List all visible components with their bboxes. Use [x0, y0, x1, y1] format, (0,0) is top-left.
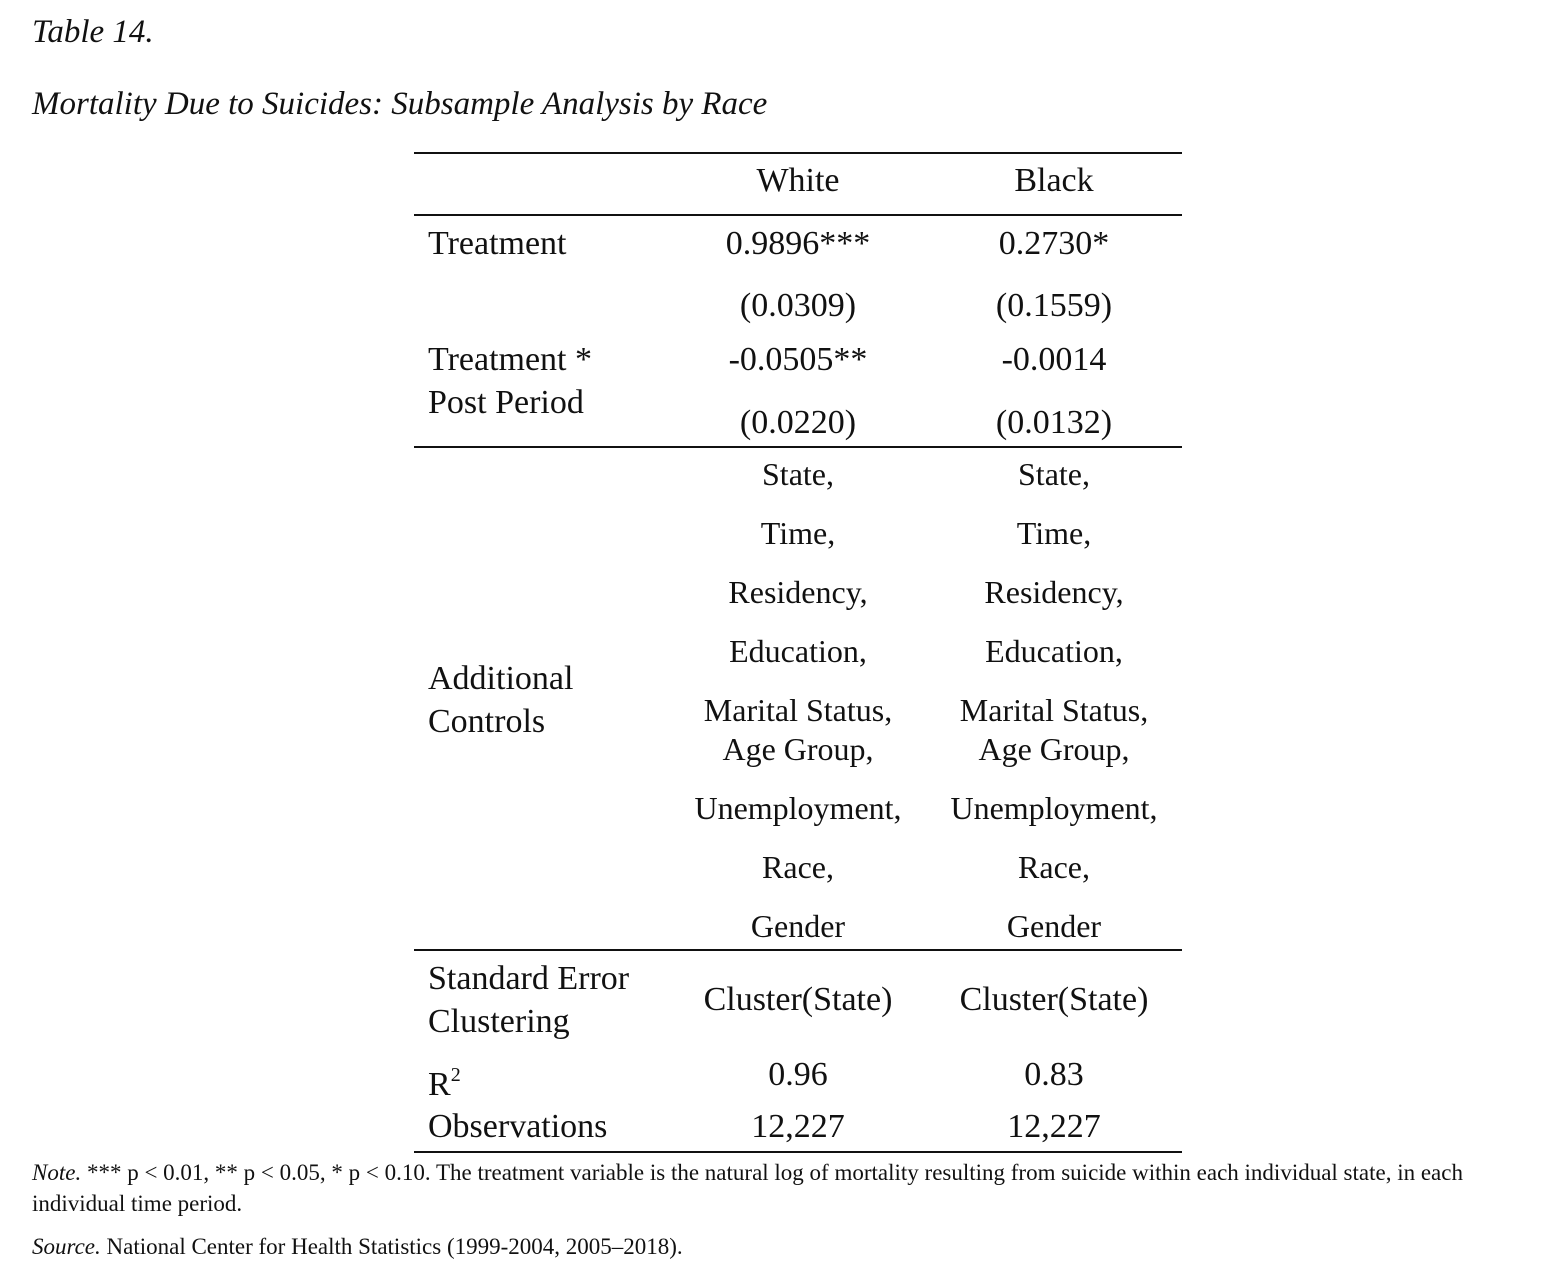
controls-black-item: Residency, — [984, 574, 1124, 610]
row-label-controls-line1: Additional — [428, 660, 574, 697]
row-label-clustering-line1: Standard Error — [428, 960, 630, 997]
controls-black-item: Marital Status, — [959, 692, 1149, 728]
observations-black: 12,227 — [1007, 1108, 1101, 1145]
table-title: Mortality Due to Suicides: Subsample Analysis by Race — [32, 86, 768, 122]
controls-white-item: Marital Status, — [703, 692, 893, 728]
clustering-white: Cluster(State) — [703, 981, 893, 1018]
note-prefix: Note. — [32, 1160, 82, 1185]
r2-white: 0.96 — [768, 1056, 828, 1093]
controls-black-item: Unemployment, — [950, 790, 1158, 826]
interaction-white-se: (0.0220) — [739, 404, 857, 441]
column-header-black: Black — [1014, 162, 1094, 199]
interaction-black-coef: -0.0014 — [1001, 341, 1107, 378]
source-prefix: Source. — [32, 1234, 101, 1259]
treatment-black-coef: 0.2730* — [998, 225, 1110, 262]
r2-base: R — [428, 1066, 451, 1103]
row-label-interaction-line1: Treatment * — [428, 341, 593, 378]
treatment-white-coef: 0.9896*** — [725, 225, 871, 262]
row-label-treatment: Treatment — [428, 225, 567, 262]
controls-black-item: State, — [1018, 456, 1090, 492]
controls-white-item: Race, — [762, 849, 834, 885]
controls-white-item: Unemployment, — [694, 790, 902, 826]
controls-white-item: Age Group, — [722, 731, 874, 767]
row-label-controls-line2: Controls — [428, 703, 546, 740]
table-note — [32, 1157, 1542, 1219]
controls-white-item: Time, — [760, 515, 836, 551]
section-rule-controls — [414, 949, 1182, 951]
controls-black-item: Gender — [1006, 908, 1102, 944]
note-text: *** p < 0.01, ** p < 0.05, * p < 0.10. The treatment variable is the natural log of mortality resulting from suicide within each individual state, in each individual time period. — [32, 1160, 1463, 1216]
table-source — [32, 1231, 683, 1262]
source-text: National Center for Health Statistics (1999-2004, 2005–2018). — [100, 1234, 683, 1259]
interaction-white-coef: -0.0505** — [728, 341, 868, 378]
table-number: Table 14. — [32, 14, 154, 50]
controls-black-item: Age Group, — [978, 731, 1130, 767]
row-label-interaction-line2: Post Period — [428, 384, 584, 421]
controls-white-item: State, — [762, 456, 834, 492]
row-label-clustering-line2: Clustering — [428, 1003, 570, 1040]
row-label-observations: Observations — [428, 1108, 608, 1145]
top-rule — [414, 152, 1182, 154]
controls-black-item: Time, — [1016, 515, 1092, 551]
controls-white-item: Residency, — [728, 574, 868, 610]
controls-black-item: Race, — [1018, 849, 1090, 885]
interaction-black-se: (0.0132) — [995, 404, 1113, 441]
bottom-rule — [414, 1151, 1182, 1153]
treatment-white-se: (0.0309) — [739, 287, 857, 324]
r2-black: 0.83 — [1024, 1056, 1084, 1093]
r2-superscript: 2 — [450, 1064, 461, 1086]
row-label-r2 — [428, 1053, 461, 1107]
column-header-white: White — [756, 162, 840, 199]
controls-black-item: Education, — [985, 633, 1123, 669]
header-rule — [414, 214, 1182, 216]
clustering-black: Cluster(State) — [959, 981, 1149, 1018]
section-rule-coefficients — [414, 446, 1182, 448]
observations-white: 12,227 — [751, 1108, 845, 1145]
controls-white-item: Gender — [750, 908, 846, 944]
controls-white-item: Education, — [729, 633, 867, 669]
treatment-black-se: (0.1559) — [995, 287, 1113, 324]
